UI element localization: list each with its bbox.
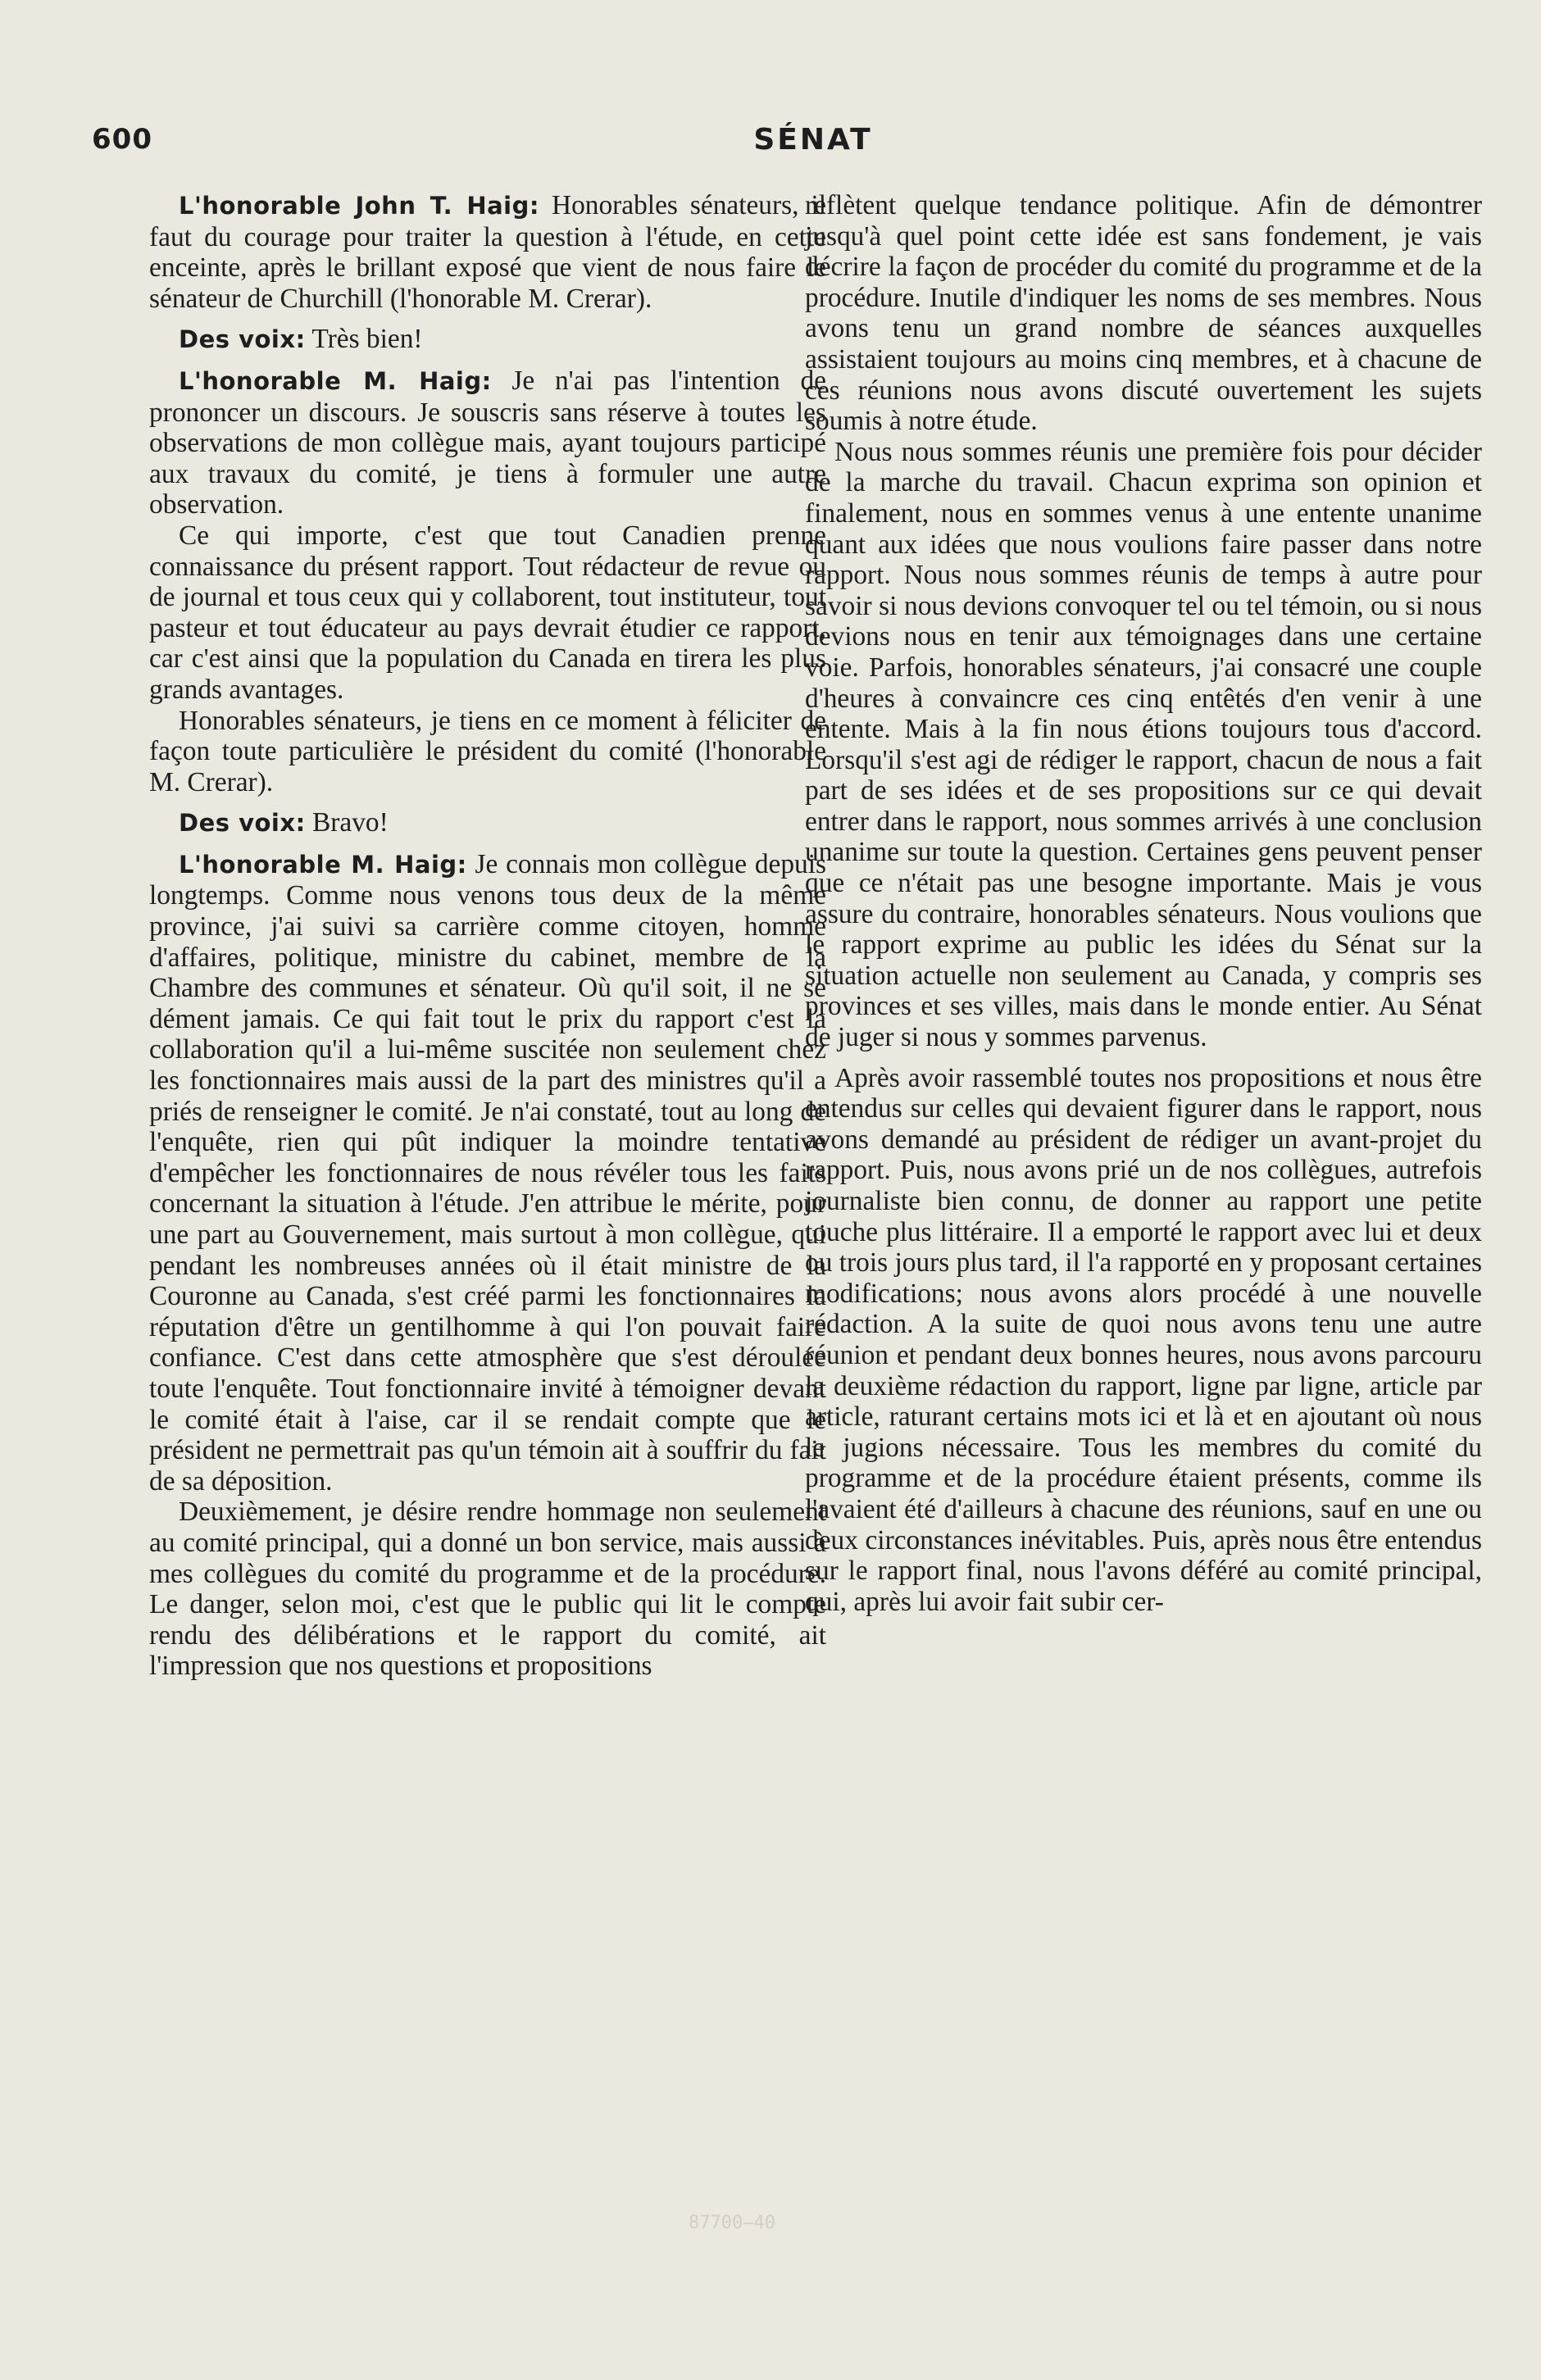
paragraph: Ce qui importe, c'est que tout Canadien prenne connaissance du présent rapport. Tout rédacteur de revue ou de journal et tous ceux qui y collaborent, tout instituteur, tout pasteur et tout éducateur au pays devrait étudier ce rapport, car c'est ainsi que la population du Canada en tirera les plus grands avantages. bbox=[149, 520, 826, 705]
paragraph bbox=[149, 807, 826, 839]
paragraph-text: Je n'ai pas l'intention de prononcer un discours. Je souscris sans réserve à toutes les observations de mon collègue mais, ayant toujours participé aux travaux du comité, je tiens à formuler une autre observation. bbox=[149, 365, 827, 520]
speaker-name: L'honorable John T. Haig: bbox=[179, 192, 539, 220]
paragraph-text: Très bien! bbox=[305, 324, 423, 355]
paragraph bbox=[149, 190, 826, 314]
paragraph-text: Bravo! bbox=[305, 807, 389, 838]
right-column bbox=[805, 190, 1482, 1617]
speaker-name: L'honorable M. Haig: bbox=[179, 850, 467, 879]
paragraph: Nous nous sommes réunis une première fois pour décider de la marche du travail. Chacun exprima son opinion et finalement, nous en sommes venus à une entente unanime quant aux idées que nous voulions faire passer dans notre rapport. Nous nous sommes réunis de temps à autre pour savoir si nous devions convoquer tel ou tel témoin, ou si nous devions nous en tenir aux témoignages dans une certaine voie. Parfois, honorables sénateurs, j'ai consacré une couple d'heures à convaincre ces cinq entêtés d'en venir à une entente. Mais à la fin nous étions toujours tous d'accord. Lorsqu'il s'est agi de rédiger le rapport, chacun de nous a fait part de ses idées et de ses propositions sur ce qui devait entrer dans le rapport, nous sommes arrivés à une conclusion unanime sur toute la question. Certaines gens peuvent penser que ce n'était pas une besogne importante. Mais je vous assure du contraire, honorables sénateurs. Nous voulions que le rapport exprime au public les idées du Sénat sur la situation actuelle non seulement au Canada, y compris ses provinces et ses villes, mais dans le monde entier. Au Sénat de juger si nous y sommes parvenus. bbox=[805, 436, 1482, 1053]
paragraph bbox=[149, 849, 826, 1497]
paragraph: Après avoir rassemblé toutes nos propositions et nous être entendus sur celles qui devaient figurer dans le rapport, nous avons demandé au président de rédiger un avant-projet du rapport. Puis, nous avons prié un de nos collègues, autrefois journaliste bien connu, de donner au rapport une petite touche plus littéraire. Il a emporté le rapport avec lui et deux ou trois jours plus tard, il l'a rapporté en y proposant certaines modifications; nous avons alors procédé à une nouvelle rédaction. A la suite de quoi nous avons tenu une autre réunion et pendant deux bonnes heures, nous avons parcouru la deuxième rédaction du rapport, ligne par ligne, article par article, raturant certains mots ici et là et en ajoutant où nous le jugions nécessaire. Tous les membres du comité du programme et de la procédure étaient présents, comme ils l'avaient été d'ailleurs à chacune des réunions, sauf en une ou deux circonstances inévitables. Puis, après nous être entendus sur le rapport final, nous l'avons déféré au comité principal, qui, après lui avoir fait subir cer- bbox=[805, 1062, 1482, 1617]
paragraph: reflètent quelque tendance politique. Afin de démontrer jusqu'à quel point cette idée est sans fondement, je vais décrire la façon de procéder du comité du programme et de la procédure. Inutile d'indiquer les noms de ses membres. Nous avons tenu un grand nombre de séances auxquelles assistaient toujours au moins cinq membres, et à chacune de ces réunions nous avons discuté ouvertement les sujets soumis à notre étude. bbox=[805, 190, 1482, 437]
paragraph-text: Je connais mon collègue depuis longtemps. Comme nous venons tous deux de la même province, j'ai suivi sa carrière comme citoyen, homme d'affaires, politique, ministre du cabinet, membre de la Chambre des communes et sénateur. Où qu'il soit, il ne se dément jamais. Ce qui fait tout le prix du rapport c'est la collaboration qu'il a lui-même suscitée non seulement chez les fonctionnaires mais aussi de la part des ministres qu'il a priés de renseigner le comité. Je n'ai constaté, tout au long de l'enquête, rien qui pût indiquer la moindre tentative d'empêcher les fonctionnaires de nous révéler tous les faits concernant la situation à l'étude. J'en attribue le mérite, pour une part au Gouvernement, mais surtout à mon collègue, qui pendant les nombreuses années où il était ministre de la Couronne au Canada, s'est créé parmi les fonctionnaires la réputation d'être un gentilhomme à qui l'on pouvait faire confiance. C'est dans cette atmosphère que s'est déroulée toute l'enquête. Tout fonctionnaire invité à témoigner devant le comité était à l'aise, car il se rendait compte que le président ne permettrait pas qu'un témoin ait à souffrir du fait de sa déposition. bbox=[149, 848, 827, 1497]
speaker-name: L'honorable M. Haig: bbox=[179, 366, 492, 395]
speaker-name: Des voix: bbox=[179, 325, 306, 354]
paragraph: Honorables sénateurs, je tiens en ce moment à féliciter de façon toute particulière le président du comité (l'honorable M. Crerar). bbox=[149, 705, 826, 797]
paragraph-text: Honorables sénateurs, il faut du courage pour traiter la question à l'étude, en cette enceinte, après le brillant exposé que vient de nous faire le sénateur de Churchill (l'honorable M. Crerar). bbox=[149, 190, 827, 314]
paragraph: Deuxièmement, je désire rendre hommage non seulement au comité principal, qui a donné un bon service, mais aussi à mes collègues du comité du programme et de la procédure. Le danger, selon moi, c'est que le public qui lit le compte rendu des délibérations et le rapport du comité, ait l'impression que nos questions et propositions bbox=[149, 1497, 826, 1682]
running-head: SÉNAT bbox=[753, 123, 873, 157]
page-number: 600 bbox=[92, 123, 152, 156]
left-column bbox=[149, 190, 826, 1682]
paragraph bbox=[149, 366, 826, 520]
paragraph bbox=[149, 324, 826, 356]
page-header bbox=[92, 123, 1485, 172]
speaker-name: Des voix: bbox=[179, 809, 306, 838]
footer-mark: 87700—40 bbox=[689, 2213, 775, 2233]
